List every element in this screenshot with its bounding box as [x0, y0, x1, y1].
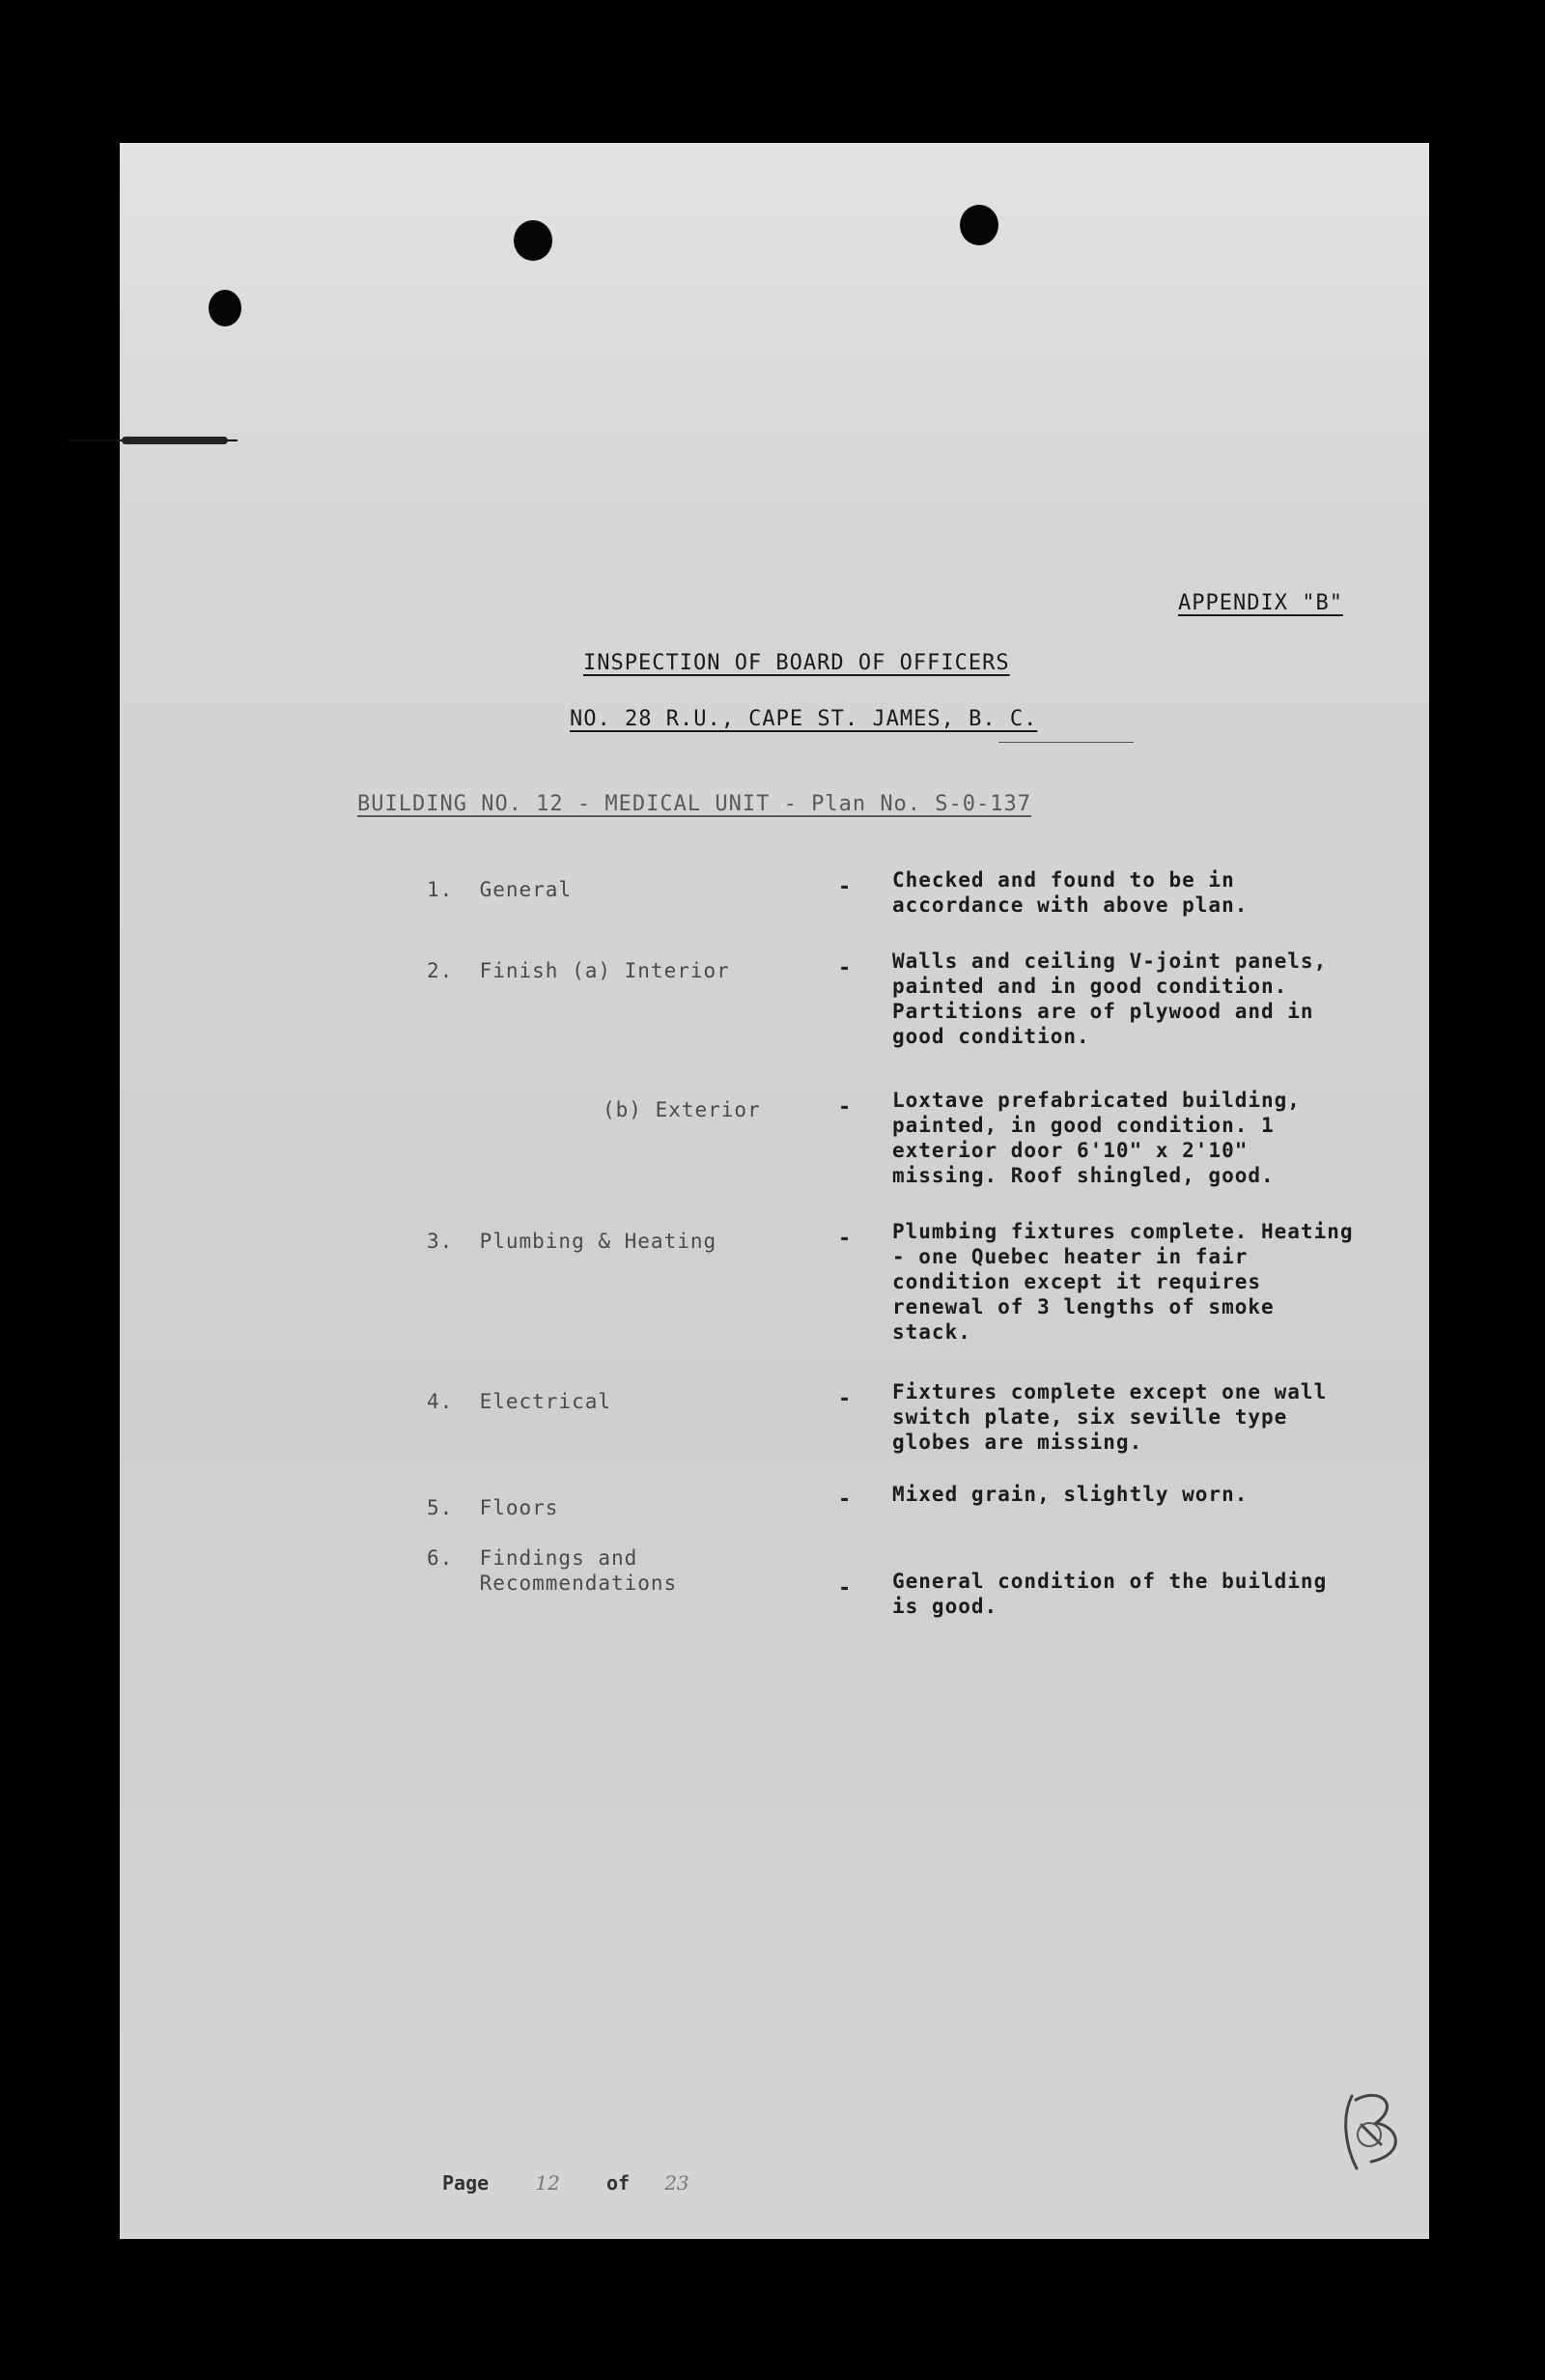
- building-heading: BUILDING NO. 12 - MEDICAL UNIT - Plan No. S-0-137: [357, 792, 1032, 816]
- item-dash: -: [838, 1227, 852, 1251]
- item-label-finish-exterior: (b) Exterior: [603, 1098, 761, 1121]
- of-word: of: [605, 2171, 631, 2195]
- punch-hole-right: [960, 205, 998, 245]
- page-word: Page: [442, 2171, 490, 2195]
- unit-location: NO. 28 R.U., CAPE ST. JAMES, B. C.: [570, 707, 1038, 731]
- item-dash: -: [838, 1576, 852, 1601]
- header-rule: [998, 742, 1134, 743]
- item-dash: -: [838, 1488, 852, 1512]
- item-label-electrical: 4. Electrical: [427, 1390, 612, 1413]
- item-desc-electrical: Fixtures complete except one wall switch plate, six seville type globes are missing.: [892, 1380, 1328, 1454]
- pin-body: [122, 437, 228, 444]
- straight-pin: [68, 437, 238, 444]
- item-dash: -: [838, 875, 852, 899]
- punch-hole-left: [514, 220, 552, 261]
- appendix-label: APPENDIX "B": [1178, 591, 1343, 615]
- item-label-floors: 5. Floors: [427, 1496, 559, 1519]
- item-label-finish-interior: 2. Finish (a) Interior: [427, 959, 730, 982]
- report-title: INSPECTION OF BOARD OF OFFICERS: [583, 651, 1010, 675]
- item-desc-findings: General condition of the building is good.: [892, 1570, 1328, 1618]
- item-label-findings: 6. Findings and Recommendations: [427, 1546, 678, 1595]
- item-dash: -: [838, 1387, 852, 1411]
- document-sheet: [120, 143, 1429, 2239]
- page-number: 12: [535, 2171, 560, 2195]
- page-total: 23: [664, 2171, 689, 2195]
- page-footer: [442, 2171, 689, 2195]
- item-desc-general: Checked and found to be in accordance with above plan.: [892, 868, 1249, 917]
- handwritten-initial-mark: [1323, 2077, 1410, 2183]
- item-label-plumbing-heating: 3. Plumbing & Heating: [427, 1230, 717, 1253]
- punch-hole-side: [209, 290, 241, 326]
- item-desc-floors: Mixed grain, slightly worn.: [892, 1483, 1249, 1506]
- item-desc-finish-interior: Walls and ceiling V-joint panels, painted and in good condition. Partitions are of plywood and in good condition.: [892, 949, 1328, 1048]
- item-dash: -: [838, 956, 852, 980]
- item-desc-plumbing-heating: Plumbing fixtures complete. Heating - one Quebec heater in fair condition except it requires renewal of 3 lengths of smoke stack.: [892, 1220, 1354, 1344]
- item-dash: -: [838, 1095, 852, 1119]
- item-desc-finish-exterior: Loxtave prefabricated building, painted, in good condition. 1 exterior door 6'10" x 2'10" missing. Roof shingled, good.: [892, 1089, 1301, 1187]
- item-label-general: 1. General: [427, 878, 573, 901]
